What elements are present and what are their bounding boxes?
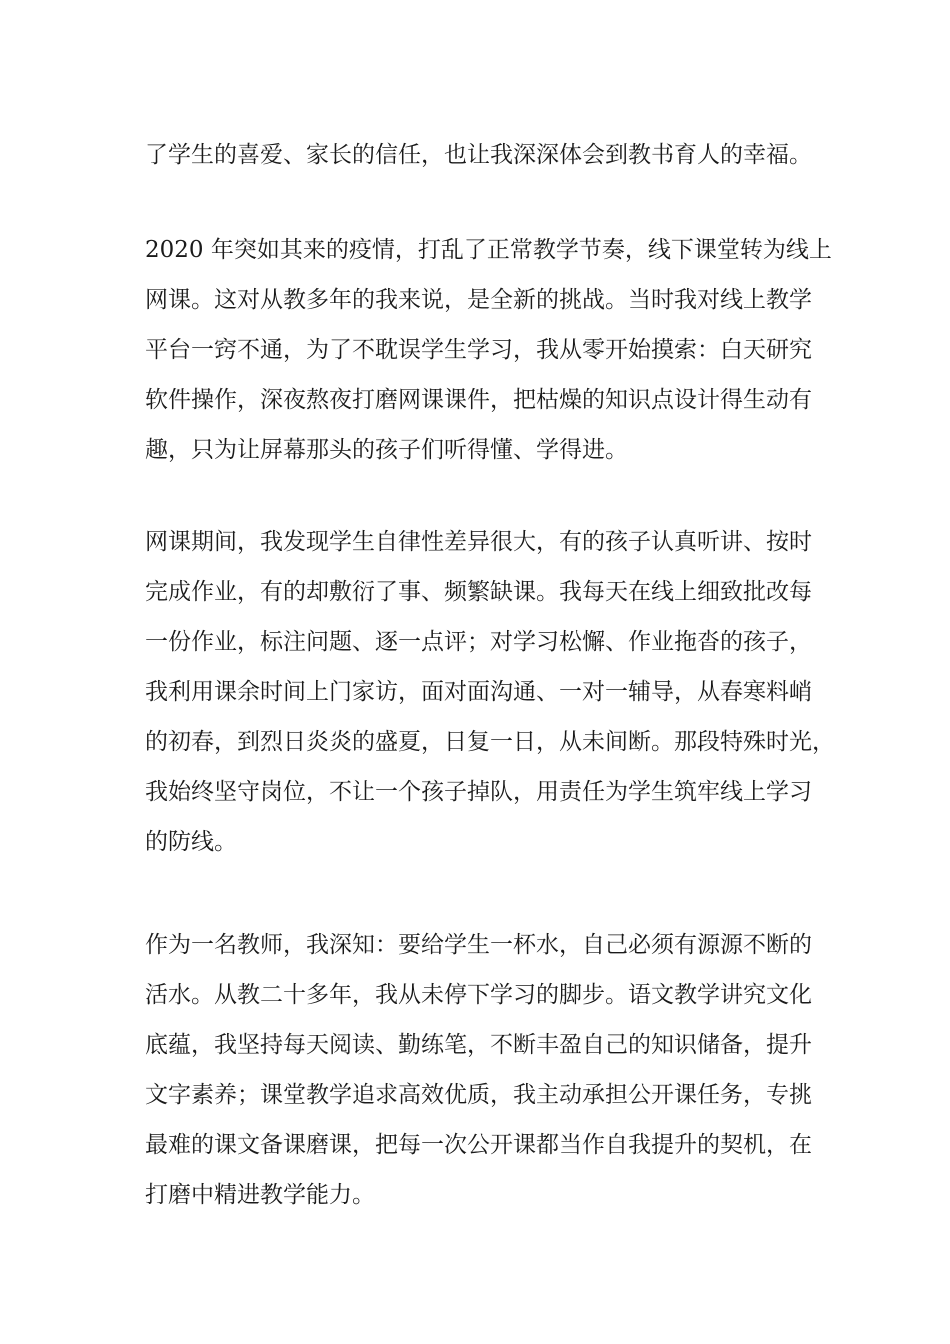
text-line: 软件操作，深夜熬夜打磨网课课件，把枯燥的知识点设计得生动有 [145, 387, 812, 413]
text-line: 打磨中精进教学能力。 [145, 1182, 375, 1208]
text-line: 网课期间，我发现学生自律性差异很大，有的孩子认真听讲、按时 [145, 529, 812, 555]
text-line: 文字素养；课堂教学追求高效优质，我主动承担公开课任务，专挑 [145, 1082, 812, 1108]
text-line: 了学生的喜爱、家长的信任，也让我深深体会到教书育人的幸福。 [145, 142, 812, 168]
text-line: 一份作业，标注问题、逐一点评；对学习松懈、作业拖沓的孩子， [145, 629, 812, 655]
text-line: 2020 年突如其来的疫情，打乱了正常教学节奏，线下课堂转为线上 [145, 237, 832, 263]
text-line: 的初春，到烈日炎炎的盛夏，日复一日，从未间断。那段特殊时光， [145, 729, 835, 755]
text-line: 完成作业，有的却敷衍了事、频繁缺课。我每天在线上细致批改每 [145, 579, 812, 605]
text-line: 趣，只为让屏幕那头的孩子们听得懂、学得进。 [145, 437, 628, 463]
text-line: 活水。从教二十多年，我从未停下学习的脚步。语文教学讲究文化 [145, 982, 812, 1008]
text-line: 我利用课余时间上门家访，面对面沟通、一对一辅导，从春寒料峭 [145, 679, 812, 705]
text-line: 的防线。 [145, 829, 237, 855]
text-line: 底蕴，我坚持每天阅读、勤练笔，不断丰盈自己的知识储备，提升 [145, 1032, 812, 1058]
text-line: 作为一名教师，我深知：要给学生一杯水，自己必须有源源不断的 [145, 932, 812, 958]
text-line: 平台一窍不通，为了不耽误学生学习，我从零开始摸索：白天研究 [145, 337, 812, 363]
text-line: 网课。这对从教多年的我来说，是全新的挑战。当时我对线上教学 [145, 287, 812, 313]
text-line: 我始终坚守岗位，不让一个孩子掉队，用责任为学生筑牢线上学习 [145, 779, 812, 805]
text-line: 最难的课文备课磨课，把每一次公开课都当作自我提升的契机，在 [145, 1132, 812, 1158]
